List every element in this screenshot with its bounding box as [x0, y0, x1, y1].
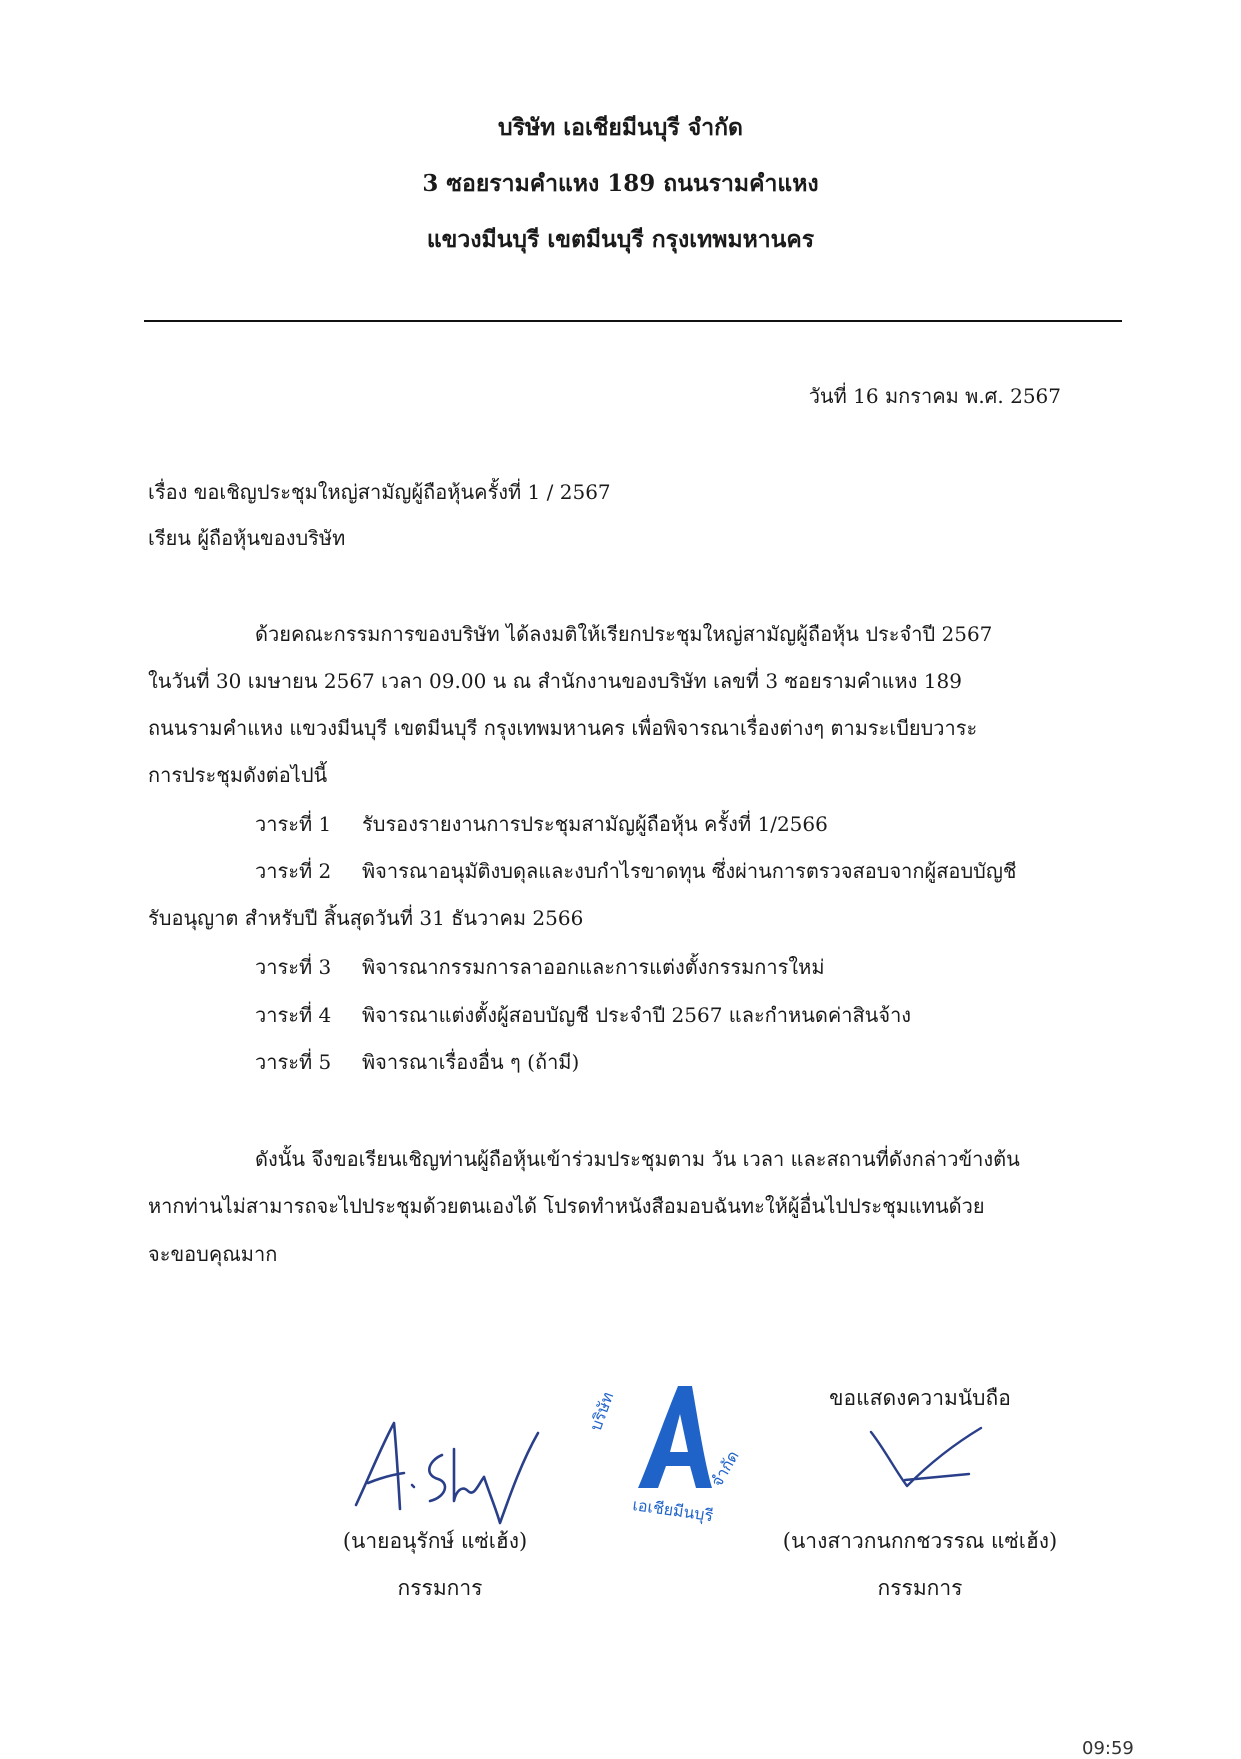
- header-divider: [144, 320, 1122, 322]
- intro-paragraph-line: การประชุมดังต่อไปนี้: [148, 763, 328, 787]
- agenda-label: วาระที่ 1: [255, 812, 332, 836]
- signature-right-image: [865, 1420, 995, 1500]
- signature-left-image: [350, 1405, 550, 1535]
- signatory-right-title: กรรมการ: [877, 1576, 963, 1600]
- closing-paragraph-line: ดังนั้น จึงขอเรียนเชิญท่านผู้ถือหุ้นเข้าร่วมประชุมตาม วัน เวลา และสถานที่ดังกล่าวข้างต้น: [255, 1147, 1020, 1171]
- agenda-text-continued: รับอนุญาต สำหรับปี สิ้นสุดวันที่ 31 ธันวาคม 2566: [148, 906, 584, 930]
- closing-paragraph-line: จะขอบคุณมาก: [148, 1242, 278, 1266]
- recipient-line: เรียน ผู้ถือหุ้นของบริษัท: [148, 526, 346, 550]
- agenda-label: วาระที่ 5: [255, 1050, 332, 1074]
- date-line: วันที่ 16 มกราคม พ.ศ. 2567: [808, 384, 1061, 408]
- agenda-label: วาระที่ 3: [255, 955, 332, 979]
- company-address-line-2: แขวงมีนบุรี เขตมีนบุรี กรุงเทพมหานคร: [426, 226, 815, 253]
- agenda-label: วาระที่ 4: [255, 1003, 332, 1027]
- agenda-text: พิจารณาเรื่องอื่น ๆ (ถ้ามี): [362, 1050, 580, 1074]
- agenda-label: วาระที่ 2: [255, 859, 332, 883]
- svg-text:เอเชียมีนบุรี: เอเชียมีนบุรี: [631, 1495, 715, 1526]
- svg-text:จำกัด: จำกัด: [707, 1447, 743, 1490]
- signatory-right-name: (นางสาวกนกกชวรรณ แซ่เฮ้ง): [782, 1529, 1058, 1553]
- intro-paragraph-line: ในวันที่ 30 เมษายน 2567 เวลา 09.00 น ณ สำนักงานของบริษัท เลขที่ 3 ซอยรามคำแหง 189: [148, 669, 962, 693]
- agenda-text: พิจารณาอนุมัติงบดุลและงบกำไรขาดทุน ซึ่งผ่านการตรวจสอบจากผู้สอบบัญชี: [362, 859, 1017, 883]
- company-stamp-image: [580, 1370, 755, 1530]
- svg-text:บริษัท: บริษัท: [585, 1389, 618, 1434]
- signatory-left-name: (นายอนุรักษ์ แซ่เฮ้ง): [342, 1529, 528, 1553]
- intro-paragraph-line: ด้วยคณะกรรมการของบริษัท ได้ลงมติให้เรียกประชุมใหญ่สามัญผู้ถือหุ้น ประจำปี 2567: [255, 622, 993, 646]
- complimentary-close: ขอแสดงความนับถือ: [829, 1386, 1011, 1410]
- company-address-line-1: 3 ซอยรามคำแหง 189 ถนนรามคำแหง: [422, 170, 819, 197]
- agenda-text: รับรองรายงานการประชุมสามัญผู้ถือหุ้น ครั้งที่ 1/2566: [362, 812, 828, 836]
- agenda-text: พิจารณากรรมการลาออกและการแต่งตั้งกรรมการใหม่: [362, 955, 825, 979]
- corner-time-mark: 09:59: [1082, 1738, 1134, 1759]
- subject-line: เรื่อง ขอเชิญประชุมใหญ่สามัญผู้ถือหุ้นครั้งที่ 1 / 2567: [148, 480, 611, 504]
- closing-paragraph-line: หากท่านไม่สามารถจะไปประชุมด้วยตนเองได้ โปรดทำหนังสือมอบฉันทะให้ผู้อื่นไปประชุมแทนด้วย: [148, 1194, 985, 1218]
- company-name: บริษัท เอเชียมีนบุรี จำกัด: [497, 114, 743, 141]
- intro-paragraph-line: ถนนรามคำแหง แขวงมีนบุรี เขตมีนบุรี กรุงเทพมหานคร เพื่อพิจารณาเรื่องต่างๆ ตามระเบียบวาระ: [148, 716, 978, 740]
- agenda-text: พิจารณาแต่งตั้งผู้สอบบัญชี ประจำปี 2567 และกำหนดค่าสินจ้าง: [362, 1003, 912, 1027]
- signatory-left-title: กรรมการ: [397, 1576, 483, 1600]
